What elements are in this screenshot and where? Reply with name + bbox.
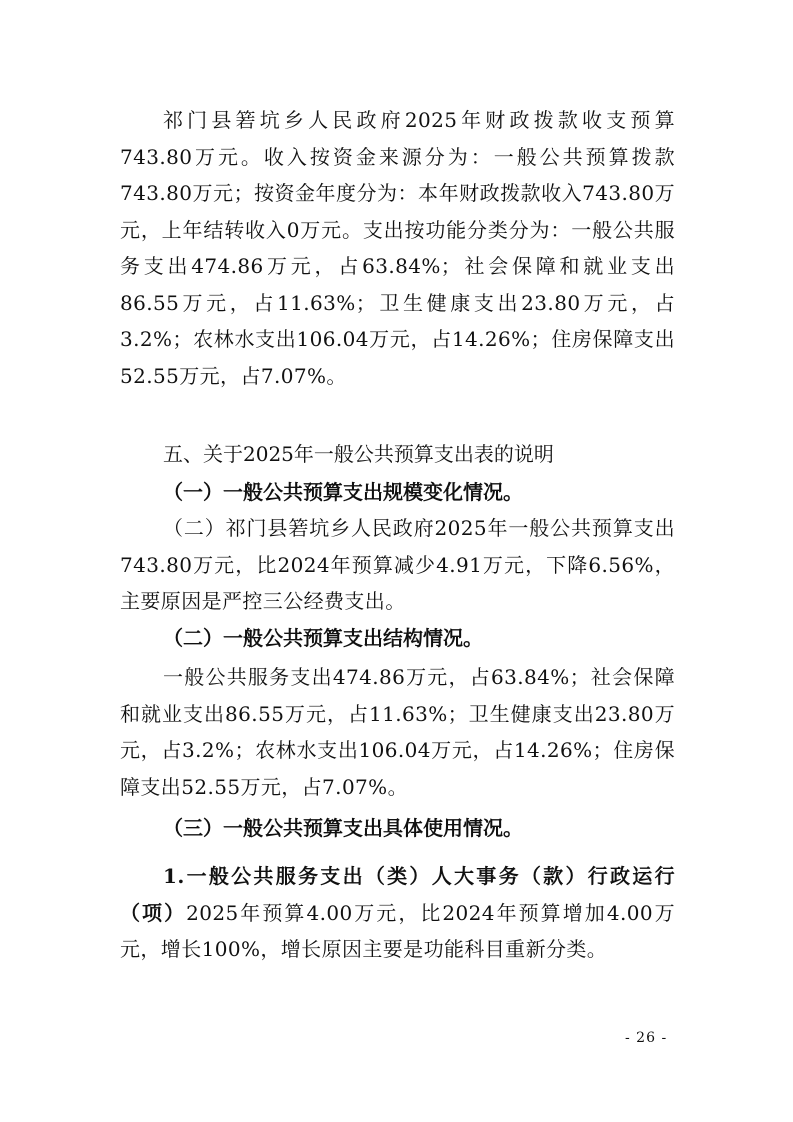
subsection-3-title: （三）一般公共预算支出具体使用情况。 [163,816,523,840]
intro-paragraph: 祁门县箬坑乡人民政府2025年财政拨款收支预算743.80万元。收入按资金来源分为：一般公共预算拨款743.80万元；按资金年度分为：本年财政拨款收入743.80万元，上年结转收入0万元。支出按功能分类分为：一般公共服务支出474.86万元，占63.84%；社会保障和就业支出86.55万元，占11.63%；卫生健康支出23.80万元，占3.2%；农林水支出106.04万元，占14.26%；住房保障支出52.55万元，占7.07%。 [120,108,675,388]
item-1-paragraph [120,858,675,968]
subsection-1-title: （一）一般公共预算支出规模变化情况。 [163,480,523,504]
subsection-1-text: （二）祁门县箬坑乡人民政府2025年一般公共预算支出743.80万元，比2024年预算减少4.91万元，下降6.56%，主要原因是严控三公经费支出。 [120,516,675,613]
item-1-text: 2025年预算4.00万元，比2024年预算增加4.00万元，增长100%，增长原因主要是功能科目重新分类。 [120,900,675,961]
subsection-2-title: （二）一般公共预算支出结构情况。 [163,626,483,650]
section-title: 五、关于2025年一般公共预算支出表的说明 [163,442,554,466]
subsection-2-text: 一般公共服务支出474.86万元，占63.84%；社会保障和就业支出86.55万元，占11.63%；卫生健康支出23.80万元，占3.2%；农林水支出106.04万元，占14.26%；住房保障支出52.55万元，占7.07%。 [120,665,675,799]
item-1-title: 1.一般公共服务支出（类）人大事务（款）行政运行（项） [120,864,675,925]
page-number: - 26 - [625,1030,668,1046]
